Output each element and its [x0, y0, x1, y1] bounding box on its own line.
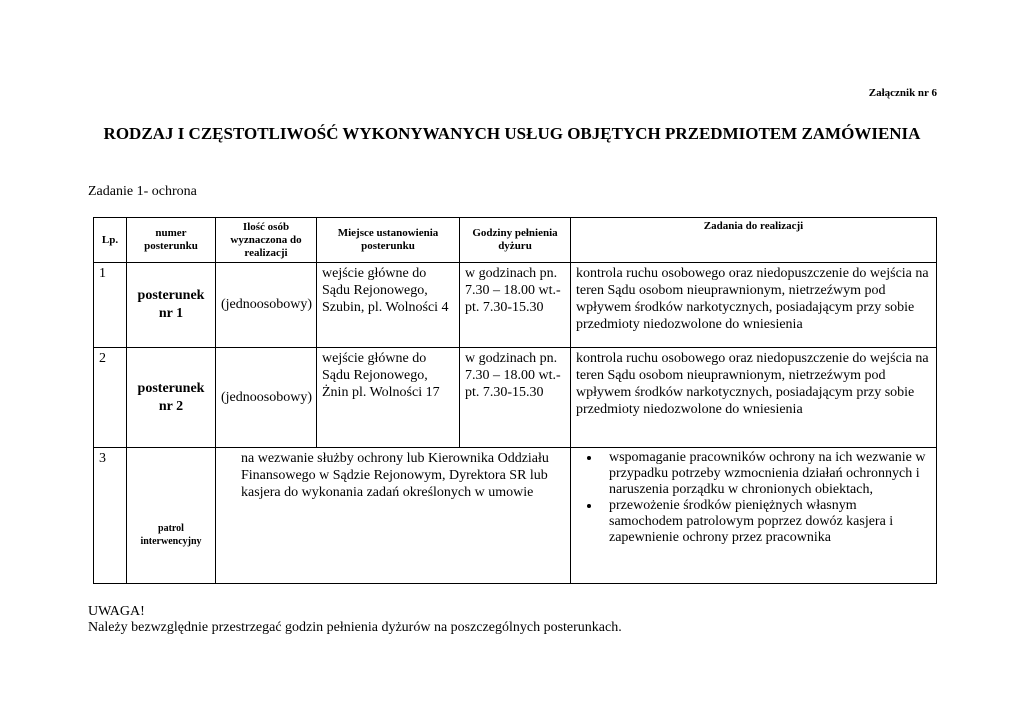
- header-tasks: Zadania do realizacji: [571, 218, 937, 263]
- patrol-description: na wezwanie służby ochrony lub Kierownika Oddziału Finansowego w Sądzie Rejonowym, Dyrektora SR lub kasjera do wykonania zadań określonych w umowie: [216, 448, 571, 584]
- row-lp: 3: [94, 448, 127, 584]
- row-post-name: posterunek nr 2: [127, 348, 216, 448]
- header-post-number: numer posterunku: [127, 218, 216, 263]
- row-persons: (jednoosobowy): [216, 348, 317, 448]
- row-location: wejście główne do Sądu Rejonowego, Szubin, pl. Wolności 4: [317, 263, 460, 348]
- annex-label: Załącznik nr 6: [868, 87, 937, 99]
- row-lp: 1: [94, 263, 127, 348]
- header-persons: Ilość osób wyznaczona do realizacji: [216, 218, 317, 263]
- task-label: Zadanie 1- ochrona: [88, 184, 197, 199]
- header-location: Miejsce ustanowienia posterunku: [317, 218, 460, 263]
- row-post-name: patrol interwencyjny: [127, 448, 216, 584]
- header-hours: Godziny pełnienia dyżuru: [460, 218, 571, 263]
- note-text: Należy bezwzględnie przestrzegać godzin pełnienia dyżurów na poszczególnych posterunkach.: [88, 620, 622, 635]
- row-lp: 2: [94, 348, 127, 448]
- row-hours: w godzinach pn. 7.30 – 18.00 wt.-pt. 7.30-15.30: [460, 348, 571, 448]
- table-row-patrol: [94, 448, 937, 584]
- duties-list: [579, 450, 931, 546]
- note: [88, 604, 622, 636]
- table-header-row: [94, 218, 937, 263]
- table-row: [94, 348, 937, 448]
- row-persons: (jednoosobowy): [216, 263, 317, 348]
- note-heading: UWAGA!: [88, 604, 145, 619]
- services-table: [93, 217, 937, 584]
- header-lp: Lp.: [94, 218, 127, 263]
- document-title: RODZAJ I CZĘSTOTLIWOŚĆ WYKONYWANYCH USŁUG OBJĘTYCH PRZEDMIOTEM ZAMÓWIENIA: [103, 124, 921, 143]
- list-item: • wspomaganie pracowników ochrony na ich wezwanie w przypadku potrzeby wzmocnienia działań ochronnych i naruszenia porządku w chronionych obiektach,: [601, 450, 931, 498]
- row-post-name: posterunek nr 1: [127, 263, 216, 348]
- list-item: • przewożenie środków pieniężnych własnym samochodem patrolowym poprzez dowóz kasjera i zapewnienie ochrony przez pracownika: [601, 498, 931, 546]
- row-hours: w godzinach pn. 7.30 – 18.00 wt.-pt. 7.30-15.30: [460, 263, 571, 348]
- patrol-duties: [571, 448, 937, 584]
- row-tasks: kontrola ruchu osobowego oraz niedopuszczenie do wejścia na teren Sądu osobom nieuprawnionym, nietrzeźwym pod wpływem środków narkotycznych, posiadającym przy sobie przedmioty niedozwolone do wniesienia: [571, 263, 937, 348]
- row-tasks: kontrola ruchu osobowego oraz niedopuszczenie do wejścia na teren Sądu osobom nieuprawnionym, nietrzeźwym pod wpływem środków narkotycznych, posiadającym przy sobie przedmioty niedozwolone do wniesienia: [571, 348, 937, 448]
- table-row: [94, 263, 937, 348]
- row-location: wejście główne do Sądu Rejonowego, Żnin pl. Wolności 17: [317, 348, 460, 448]
